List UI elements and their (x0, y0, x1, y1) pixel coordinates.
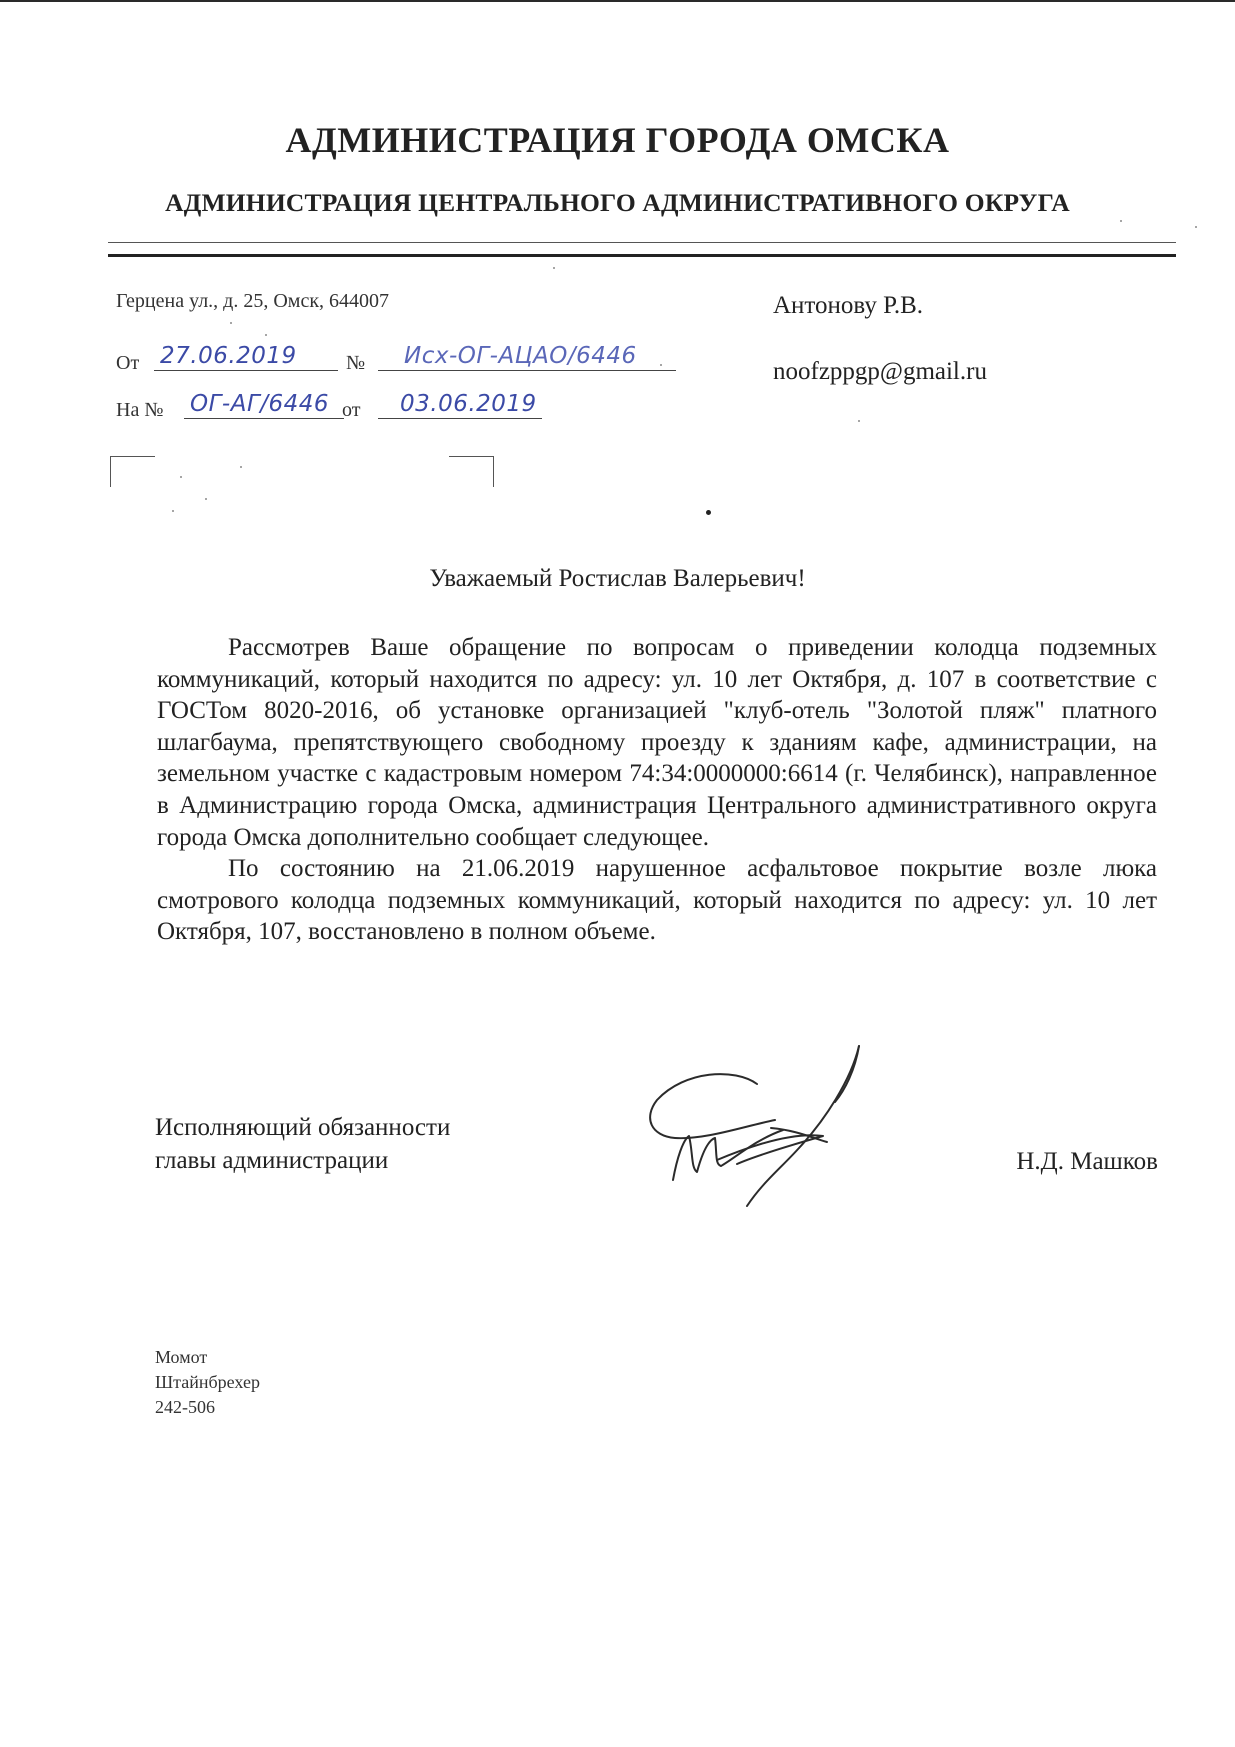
reply-from-label: от (342, 399, 361, 421)
signatory-position (155, 1111, 450, 1177)
paragraph-2: По состоянию на 21.06.2019 нарушенное асфальтовое покрытие возле люка смотрового колодца подземных коммуникаций, который находится по адресу: ул. 10 лет Октября, 107, восстановлено в полном объеме. (157, 855, 1157, 946)
sender-address: Герцена ул., д. 25, Омск, 644007 (116, 290, 390, 312)
outgoing-number-line (378, 370, 676, 371)
outgoing-number: Исх-ОГ-АЦАО/6446 (404, 343, 637, 369)
number-label: № (346, 352, 366, 374)
handwritten-signature (645, 1040, 875, 1210)
from-label: От (116, 352, 140, 374)
scan-edge (0, 0, 1235, 2)
reply-date-line (378, 418, 542, 419)
header-rule-thin (108, 242, 1176, 243)
reply-number: ОГ-АГ/6446 (190, 391, 330, 417)
header-rule-thick (108, 254, 1176, 257)
paragraph-1: Рассмотрев Ваше обращение по вопросам о приведении колодца подземных коммуникаций, который находится по адресу: ул. 10 лет Октября, д. 107 в соответствие с ГОСТом 8020-2016, об установке организацией "клуб-отель "Золотой пляж" платного шлагбаума, препятствующего свободному проезду к зданиям кафе, администрации, на земельном участке с кадастровым номером 74:34:0000000:6614 (г. Челябинск), направленное в Администрацию города Омска, администрация Центрального административного округа города Омска дополнительно сообщает следующее. (157, 634, 1157, 851)
position-line-2: главы администрации (155, 1147, 389, 1174)
letter-body (157, 632, 1157, 948)
recipient-email: noofzppgp@gmail.ru (773, 358, 987, 385)
address-field-corner-right (449, 456, 494, 487)
executor-info (155, 1345, 260, 1420)
executor-phone: 242-506 (155, 1397, 215, 1417)
from-date-line (154, 370, 338, 371)
reply-date: 03.06.2019 (400, 391, 537, 417)
executor-line-2: Штайнбрехер (155, 1372, 260, 1392)
organization-title: АДМИНИСТРАЦИЯ ГОРОДА ОМСКА (285, 120, 950, 160)
from-date: 27.06.2019 (160, 343, 297, 369)
position-line-1: Исполняющий обязанности (155, 1114, 451, 1141)
address-field-corner-left (110, 456, 155, 487)
reply-number-line (184, 418, 344, 419)
reply-label: На № (116, 399, 164, 421)
signatory-name: Н.Д. Машков (1016, 1148, 1158, 1175)
executor-line-1: Момот (155, 1347, 208, 1367)
recipient-name: Антонову Р.В. (773, 292, 924, 319)
scan-dot (706, 510, 711, 515)
greeting: Уважаемый Ростислав Валерьевич! (429, 565, 806, 592)
department-title: АДМИНИСТРАЦИЯ ЦЕНТРАЛЬНОГО АДМИНИСТРАТИВНОГО ОКРУГА (165, 188, 1070, 217)
